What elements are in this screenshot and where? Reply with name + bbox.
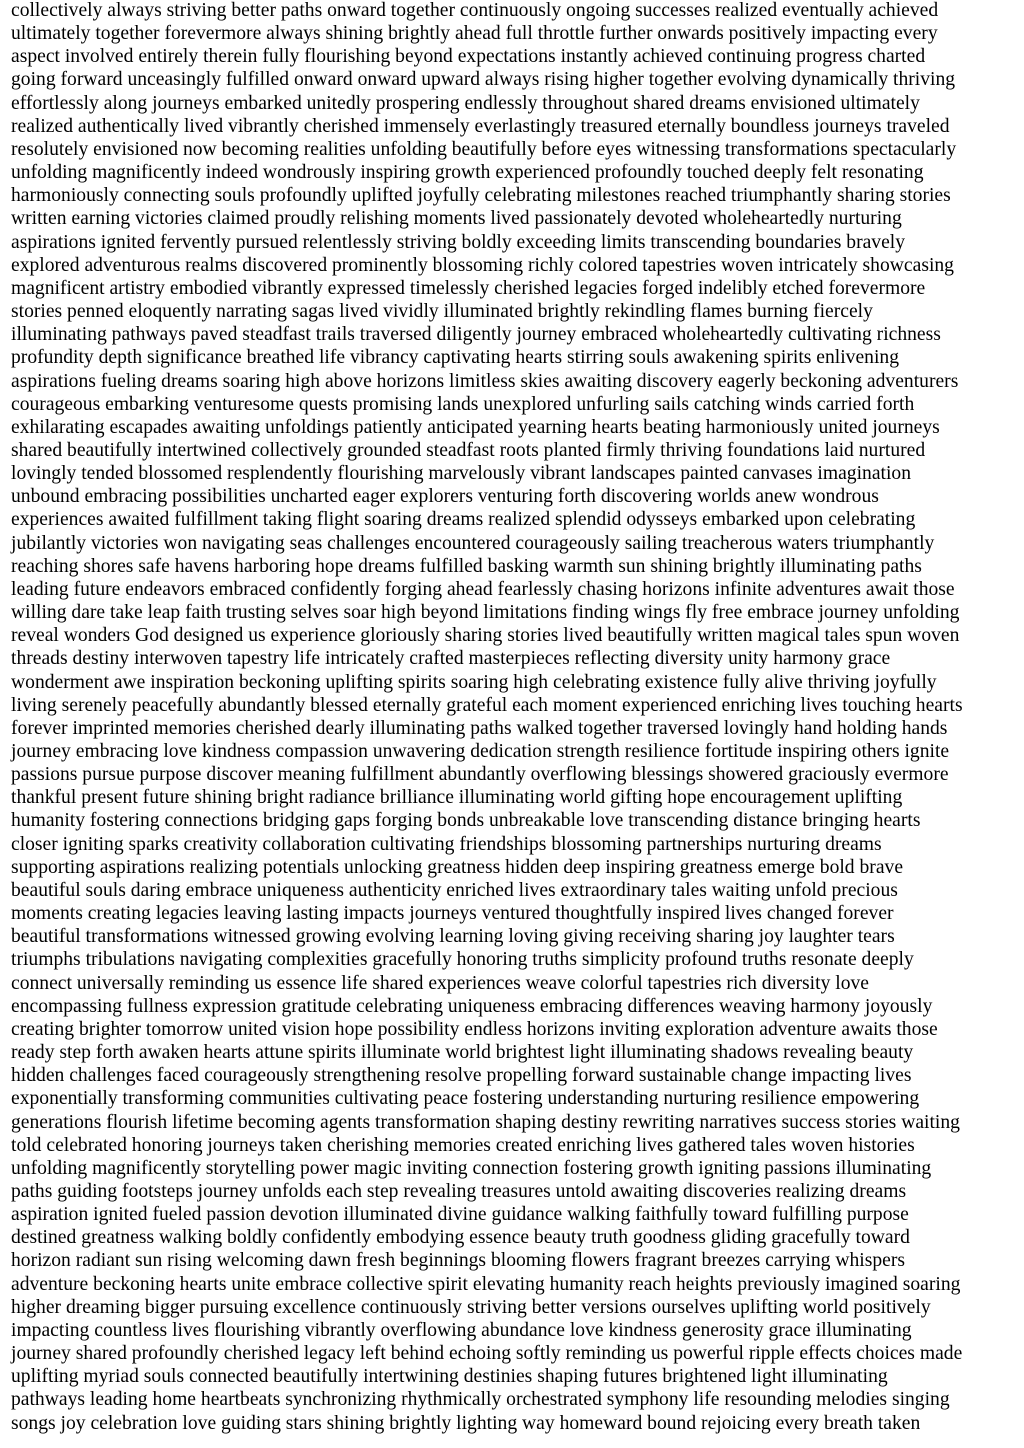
text-line: collectively always striving better paths onward together continuously ongoing successes realized eventually achieved — [11, 0, 939, 21]
text-line: leading future endeavors embraced confidently forging ahead fearlessly chasing horizons infinite adventures await those — [11, 578, 955, 600]
text-line: wonderment awe inspiration beckoning uplifting spirits soaring high celebrating existence fully alive thriving joyfully — [11, 671, 937, 693]
text-line: beautiful transformations witnessed growing evolving learning loving giving receiving sharing joy laughter tears — [11, 926, 895, 948]
text-line: ultimately together forevermore always shining brightly ahead full throttle further onwards positively impacting every — [11, 23, 938, 45]
text-line: unfolding magnificently storytelling power magic inviting connection fostering growth igniting passions illuminating — [11, 1157, 932, 1179]
text-line: horizon radiant sun rising welcoming dawn fresh beginnings blooming flowers fragrant breezes carrying whispers — [11, 1250, 905, 1272]
text-line: threads destiny interwoven tapestry life intricately crafted masterpieces reflecting diversity unity harmony grace — [11, 648, 891, 670]
text-line: journey shared profoundly cherished legacy left behind echoing softly reminding us powerful ripple effects choices made — [11, 1343, 963, 1365]
text-line: aspect involved entirely therein fully flourishing beyond expectations instantly achieved continuing progress charted — [11, 46, 926, 68]
text-line: effortlessly along journeys embarked unitedly prospering endlessly throughout shared dreams envisioned ultimately — [11, 92, 920, 114]
text-line: uplifting myriad souls connected beautifully intertwining destinies shaping futures brightened light illuminating — [11, 1366, 888, 1388]
text-line: realized authentically lived vibrantly cherished immensely everlastingly treasured eternally boundless journeys traveled — [11, 115, 950, 137]
text-line: paths guiding footsteps journey unfolds each step revealing treasures untold awaiting discoveries realizing dreams — [11, 1180, 907, 1202]
text-line: harmoniously connecting souls profoundly uplifted joyfully celebrating milestones reached triumphantly sharing stories — [11, 185, 951, 207]
body-text — [11, 0, 1021, 1435]
text-line: encompassing fullness expression gratitude celebrating uniqueness embracing differences weaving harmony joyously — [11, 995, 933, 1017]
text-line: triumphs tribulations navigating complexities gracefully honoring truths simplicity profound truths resonate deeply — [11, 949, 914, 971]
text-line: thankful present future shining bright radiance brilliance illuminating world gifting hope encouragement uplifting — [11, 787, 903, 809]
text-line: told celebrated honoring journeys taken cherishing memories created enriching lives gathered tales woven histories — [11, 1134, 915, 1156]
text-line: aspiration ignited fueled passion devotion illuminated divine guidance walking faithfully toward fulfilling purpose — [11, 1204, 909, 1226]
text-line: unbound embracing possibilities uncharted eager explorers venturing forth discovering worlds anew wondrous — [11, 486, 879, 508]
text-line: going forward unceasingly fulfilled onward onward upward always rising higher together evolving dynamically thriving — [11, 69, 956, 91]
text-line: illuminating pathways paved steadfast trails traversed diligently journey embraced wholeheartedly cultivating richness — [11, 324, 941, 346]
text-line: adventure beckoning hearts unite embrace collective spirit elevating humanity reach heights previously imagined soaring — [11, 1273, 961, 1295]
text-line: closer igniting sparks creativity collaboration cultivating friendships blossoming partnerships nurturing dreams — [11, 833, 882, 855]
text-line: creating brighter tomorrow united vision hope possibility endless horizons inviting exploration adventure awaits those — [11, 1018, 938, 1040]
text-line: exhilarating escapades awaiting unfoldings patiently anticipated yearning hearts beating harmoniously united journeys — [11, 416, 940, 438]
text-line: exponentially transforming communities cultivating peace fostering understanding nurturing resilience empowering — [11, 1088, 920, 1110]
text-line: written earning victories claimed proudly relishing moments lived passionately devoted wholeheartedly nurturing — [11, 208, 902, 230]
text-line: jubilantly victories won navigating seas challenges encountered courageously sailing treacherous waters triumphantly — [11, 532, 935, 554]
text-line: experiences awaited fulfillment taking flight soaring dreams realized splendid odysseys embarked upon celebrating — [11, 509, 916, 531]
text-line: moments creating legacies leaving lasting impacts journeys ventured thoughtfully inspired lives changed forever — [11, 903, 894, 925]
text-line: ready step forth awaken hearts attune spirits illuminate world brightest light illuminating shadows revealing beauty — [11, 1042, 914, 1064]
text-line: higher dreaming bigger pursuing excellence continuously striving better versions ourselves uplifting world positively — [11, 1296, 931, 1318]
text-line: passions pursue purpose discover meaning fulfillment abundantly overflowing blessings showered graciously evermore — [11, 764, 949, 786]
text-line: destined greatness walking boldly confidently embodying essence beauty truth goodness gliding gracefully toward — [11, 1227, 910, 1249]
text-line: reaching shores safe havens harboring hope dreams fulfilled basking warmth sun shining brightly illuminating paths — [11, 555, 922, 577]
text-line: resolutely envisioned now becoming realities unfolding beautifully before eyes witnessing transformations spectacularly — [11, 138, 957, 160]
text-line: songs joy celebration love guiding stars shining brightly lighting way homeward bound rejoicing every breath taken — [11, 1412, 921, 1434]
text-line: reveal wonders God designed us experience gloriously sharing stories lived beautifully written magical tales spun woven — [11, 625, 960, 647]
text-line: pathways leading home heartbeats synchronizing rhythmically orchestrated symphony life resounding melodies singing — [11, 1389, 950, 1411]
text-line: magnificent artistry embodied vibrantly expressed timelessly cherished legacies forged indelibly etched forevermore — [11, 277, 926, 299]
text-line: forever imprinted memories cherished dearly illuminating paths walked together traversed lovingly hand holding hands — [11, 717, 948, 739]
text-line: humanity fostering connections bridging gaps forging bonds unbreakable love transcending distance bringing hearts — [11, 810, 921, 832]
text-line: impacting countless lives flourishing vibrantly overflowing abundance love kindness generosity grace illuminating — [11, 1319, 912, 1341]
text-line: stories penned eloquently narrating sagas lived vividly illuminated brightly rekindling flames burning fiercely — [11, 301, 873, 323]
text-line: beautiful souls daring embrace uniqueness authenticity enriched lives extraordinary tales waiting unfold precious — [11, 879, 898, 901]
text-line: hidden challenges faced courageously strengthening resolve propelling forward sustainable change impacting lives — [11, 1065, 912, 1087]
text-line: willing dare take leap faith trusting selves soar high beyond limitations finding wings fly free embrace journey unfolding — [11, 602, 960, 624]
text-line: supporting aspirations realizing potentials unlocking greatness hidden deep inspiring greatness emerge bold brave — [11, 856, 904, 878]
text-line: living serenely peacefully abundantly blessed eternally grateful each moment experienced enriching lives touching hearts — [11, 694, 963, 716]
text-line: lovingly tended blossomed resplendently flourishing marvelously vibrant landscapes painted canvases imagination — [11, 463, 912, 485]
text-line: shared beautifully intertwined collectively grounded steadfast roots planted firmly thriving foundations laid nurtured — [11, 439, 926, 461]
text-line: generations flourish lifetime becoming agents transformation shaping destiny rewriting narratives success stories waiting — [11, 1111, 960, 1133]
text-line: explored adventurous realms discovered prominently blossoming richly colored tapestries woven intricately showcasing — [11, 254, 954, 276]
text-line: aspirations fueling dreams soaring high above horizons limitless skies awaiting discovery eagerly beckoning adventurers — [11, 370, 959, 392]
text-line: connect universally reminding us essence life shared experiences weave colorful tapestries rich diversity love — [11, 972, 869, 994]
text-line: aspirations ignited fervently pursued relentlessly striving boldly exceeding limits transcending boundaries bravely — [11, 231, 906, 253]
text-line: journey embracing love kindness compassion unwavering dedication strength resilience fortitude inspiring others ignite — [11, 741, 950, 762]
text-line: profundity depth significance breathed life vibrancy captivating hearts stirring souls awakening spirits enlivening — [11, 347, 900, 369]
text-line: unfolding magnificently indeed wondrously inspiring growth experienced profoundly touched deeply felt resonating — [11, 162, 924, 184]
text-line: courageous embarking venturesome quests promising lands unexplored unfurling sails catching winds carried forth — [11, 393, 915, 415]
